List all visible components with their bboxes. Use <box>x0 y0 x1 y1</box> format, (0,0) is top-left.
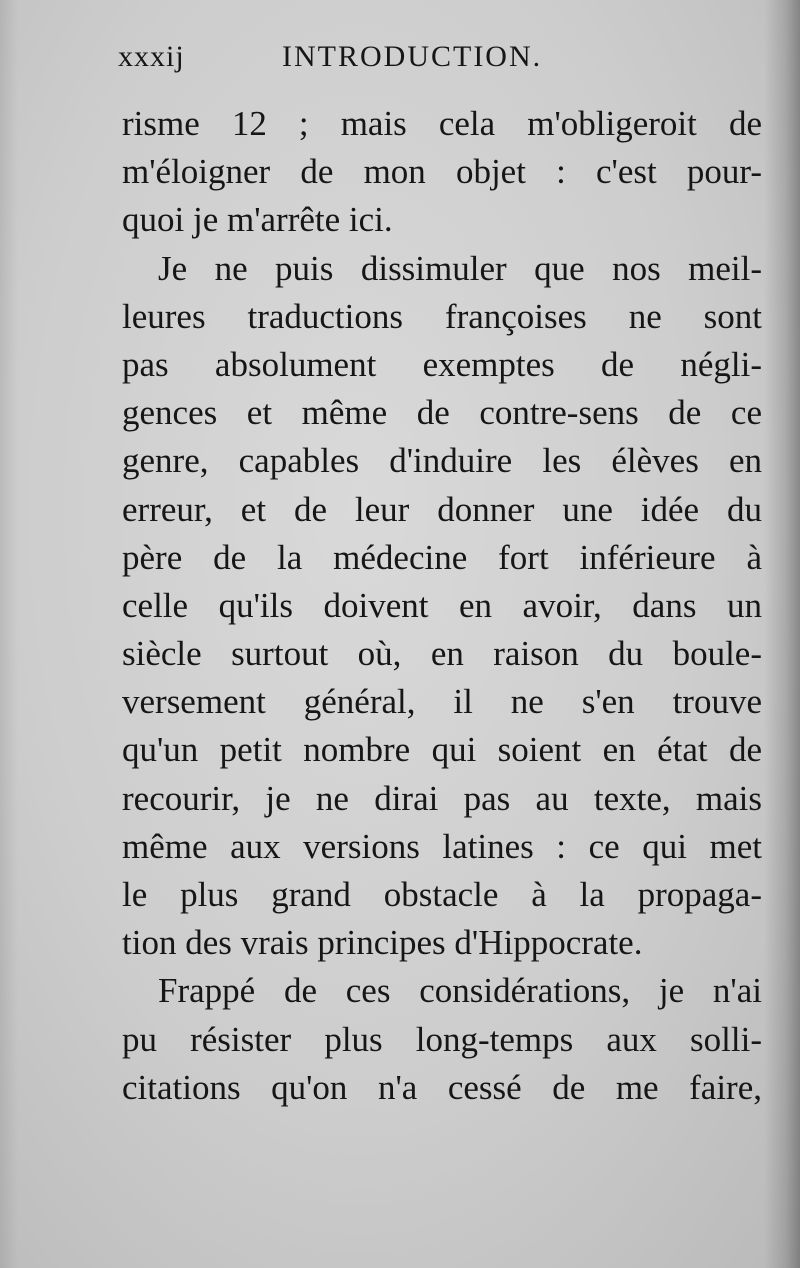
text-line: le plus grand obstacle à la propaga- <box>122 875 762 914</box>
text-line: Je ne puis dissimuler que nos meil- <box>158 248 762 288</box>
text-line: risme 12 ; mais cela m'obligeroit de <box>122 104 762 143</box>
text-line: celle qu'ils doivent en avoir, dans un <box>122 585 762 625</box>
text-line: recourir, je ne dirai pas au texte, mais <box>122 778 762 818</box>
text-line: siècle surtout où, en raison du boule- <box>122 634 762 674</box>
text-line: genre, capables d'induire les élèves en <box>122 441 762 481</box>
page-right-shadow <box>764 0 800 1268</box>
text-line: pu résister plus long-temps aux solli- <box>122 1019 762 1059</box>
text-line: leures traductions françoises ne sont <box>122 296 762 336</box>
text-line: qu'un petit nombre qui soient en état de <box>122 730 762 770</box>
text-line: gences et même de contre-sens de ce <box>122 393 762 433</box>
text-line: versement général, il ne s'en trouve <box>122 682 762 722</box>
text-line: quoi je m'arrête ici. <box>122 200 393 240</box>
page-left-shadow <box>0 0 18 1268</box>
text-line: erreur, et de leur donner une idée du <box>122 489 762 529</box>
page-header <box>118 40 678 84</box>
text-line: citations qu'on n'a cessé de me faire, <box>122 1067 762 1107</box>
page-number: xxxij <box>118 40 185 73</box>
text-line: m'éloigner de mon objet : c'est pour- <box>122 152 762 192</box>
text-line: tion des vrais principes d'Hippocrate. <box>122 923 643 963</box>
body-text <box>122 100 762 1112</box>
text-line: Frappé de ces considérations, je n'ai <box>158 971 762 1011</box>
text-line: même aux versions latines : ce qui met <box>122 826 762 866</box>
running-head: INTRODUCTION. <box>282 40 543 73</box>
text-line: pas absolument exemptes de négli- <box>122 344 762 384</box>
text-line: père de la médecine fort inférieure à <box>122 537 762 577</box>
